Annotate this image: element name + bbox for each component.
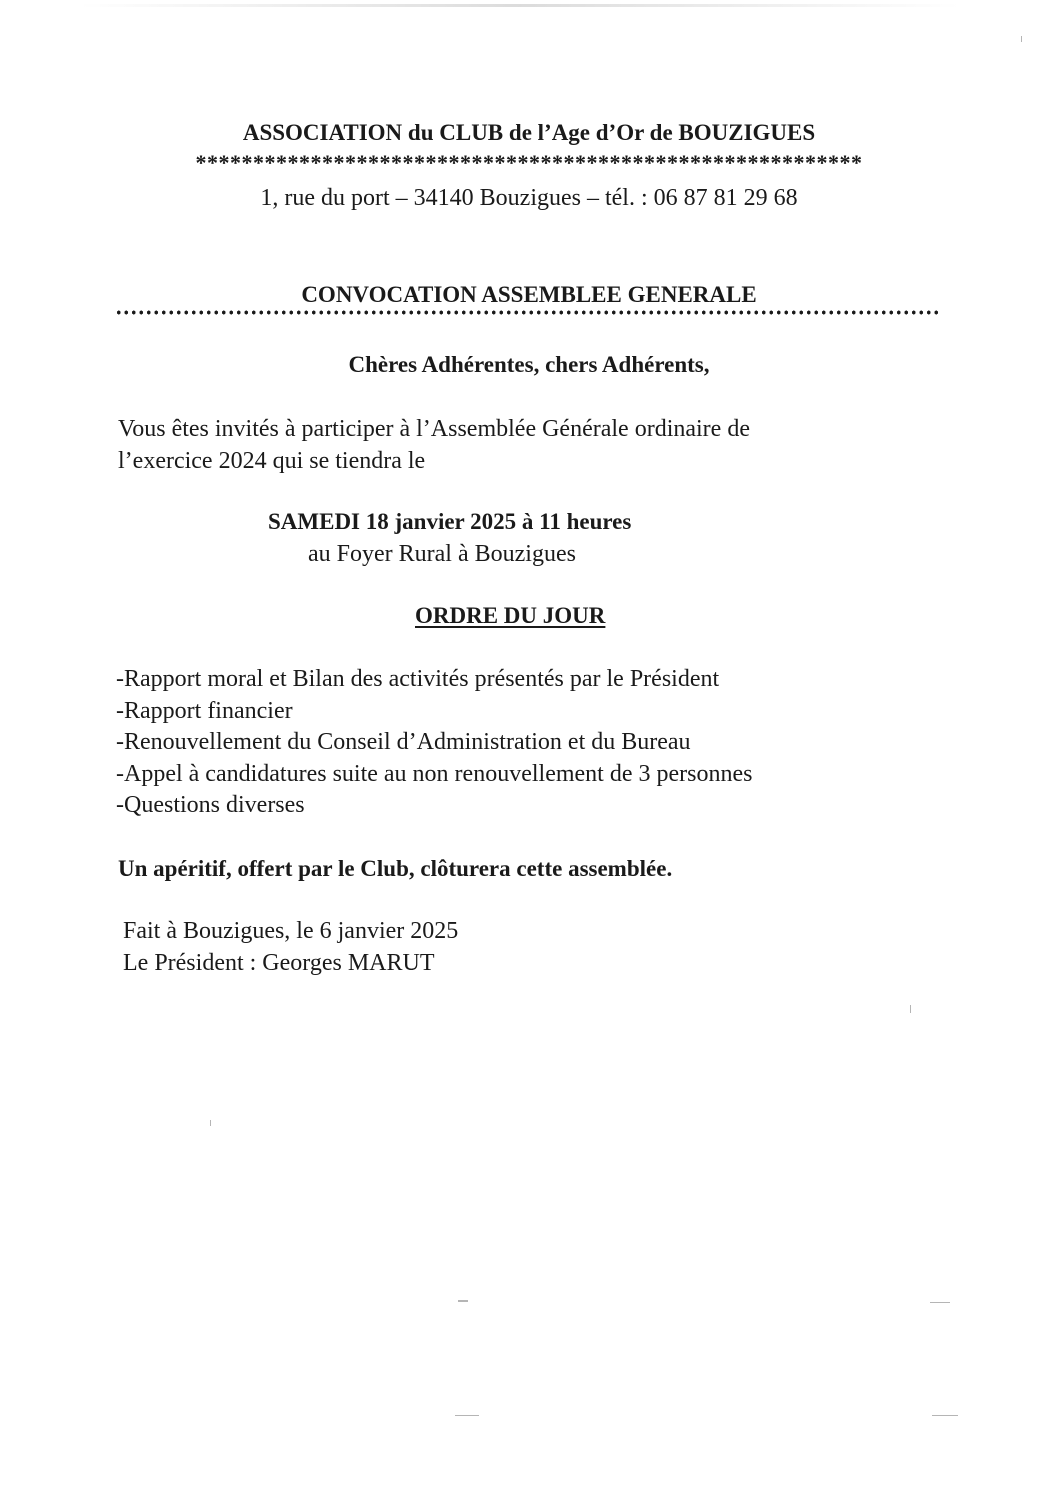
intro-line-1: Vous êtes invités à participer à l’Assemblée Générale ordinaire de [118, 416, 750, 442]
scan-speck [910, 1005, 911, 1013]
intro-line-2: l’exercice 2024 qui se tiendra le [118, 448, 426, 474]
agenda-item: -Rapport financier [116, 697, 293, 724]
agenda-item: -Appel à candidatures suite au non renouvellement de 3 personnes [116, 760, 753, 787]
agenda-item: -Rapport moral et Bilan des activités présentés par le Président [116, 666, 720, 692]
agenda-item: -Questions diverses [116, 792, 305, 818]
scan-speck [1021, 36, 1022, 42]
association-address: 1, rue du port – 34140 Bouzigues – tél. : 06 87 81 29 68 [260, 185, 798, 211]
meeting-location: au Foyer Rural à Bouzigues [308, 541, 576, 567]
scan-speck [932, 1415, 958, 1416]
agenda-heading: ORDRE DU JOUR [415, 603, 606, 628]
scan-speck [458, 1300, 468, 1302]
scan-speck [930, 1302, 950, 1303]
agenda-item: -Renouvellement du Conseil d’Administration et du Bureau [116, 729, 691, 755]
place-and-date: Fait à Bouzigues, le 6 janvier 2025 [123, 918, 459, 944]
scan-edge-shadow [80, 4, 960, 7]
scan-speck [210, 1120, 211, 1126]
agenda-list [116, 664, 752, 822]
star-separator: ********************************************************** [195, 150, 863, 175]
scan-speck [455, 1415, 479, 1416]
dotted-divider [115, 310, 940, 315]
signature-line: Le Président : Georges MARUT [123, 950, 435, 976]
greeting: Chères Adhérentes, chers Adhérents, [348, 352, 710, 377]
aperitif-note: Un apéritif, offert par le Club, clôturera cette assemblée. [118, 856, 673, 881]
convocation-heading: CONVOCATION ASSEMBLEE GENERALE [301, 282, 757, 307]
meeting-date: SAMEDI 18 janvier 2025 à 11 heures [268, 509, 632, 534]
association-title: ASSOCIATION du CLUB de l’Age d’Or de BOUZIGUES [242, 120, 816, 145]
